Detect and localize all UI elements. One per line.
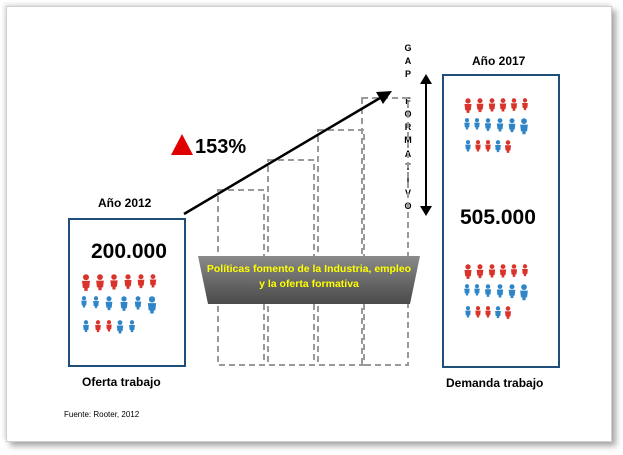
person-icon: [495, 140, 501, 152]
gap-letter: P: [404, 69, 411, 80]
person-icon: [477, 98, 484, 112]
gap-letter: T: [405, 161, 411, 172]
left-year-label: Año 2012: [98, 196, 152, 210]
person-icon: [497, 284, 503, 297]
gap-letter: G: [404, 43, 412, 53]
person-icon: [464, 284, 469, 295]
person-icon: [509, 118, 516, 132]
left-value: 200.000: [91, 240, 167, 263]
person-icon: [475, 140, 480, 151]
person-icon: [489, 98, 495, 111]
person-icon: [138, 274, 145, 288]
gap-letter: F: [405, 95, 411, 106]
person-icon: [148, 296, 156, 313]
person-icon: [505, 140, 511, 153]
person-icon: [106, 296, 113, 310]
person-icon: [124, 274, 131, 289]
person-icon: [500, 264, 506, 277]
person-icon: [150, 274, 156, 287]
person-icon: [81, 296, 86, 307]
up-triangle-icon: [170, 133, 194, 157]
person-icon: [485, 306, 490, 317]
gap-letter: I: [406, 175, 410, 186]
person-icon: [95, 320, 101, 332]
gap-letter: R: [404, 122, 412, 133]
person-icon: [489, 264, 495, 277]
policy-banner-line1: Políticas fomento de la Industria, empleo: [206, 263, 412, 275]
right-caption: Demanda trabajo: [446, 376, 544, 390]
left-caption: Oferta trabajo: [82, 375, 161, 389]
gap-letter: M: [404, 135, 412, 146]
gap-letter: O: [404, 109, 412, 120]
gap-letter: O: [404, 201, 412, 212]
source-note: Fuente: Rooter, 2012: [64, 410, 140, 419]
gap-letter: A: [404, 148, 412, 159]
person-icon: [477, 264, 484, 278]
person-icon: [464, 264, 471, 279]
person-icon: [93, 296, 99, 308]
person-icon: [475, 306, 480, 317]
person-icon: [110, 274, 117, 289]
person-icon: [511, 264, 517, 277]
left-people-icon: [78, 272, 178, 342]
person-icon: [522, 264, 528, 276]
person-icon: [509, 284, 516, 298]
person-icon: [464, 98, 471, 113]
person-icon: [465, 306, 470, 317]
right-people-icon-top: [460, 96, 550, 166]
person-icon: [474, 284, 479, 295]
person-icon: [82, 274, 90, 291]
person-icon: [83, 320, 89, 332]
person-icon: [120, 296, 127, 311]
person-icon: [522, 98, 528, 110]
person-icon: [106, 320, 111, 331]
gap-letter: V: [404, 188, 411, 199]
person-icon: [495, 306, 501, 318]
person-icon: [505, 306, 511, 319]
policy-banner: [196, 262, 422, 292]
right-year-label: Año 2017: [472, 54, 526, 68]
person-icon: [129, 320, 135, 332]
person-icon: [500, 98, 506, 111]
growth-percent: 153%: [195, 136, 247, 158]
right-value: 505.000: [460, 206, 536, 229]
gap-letter: A: [404, 56, 412, 67]
person-icon: [520, 118, 528, 134]
person-icon: [96, 274, 104, 290]
person-icon: [485, 140, 490, 151]
person-icon: [135, 296, 141, 309]
policy-banner-line2: y la oferta formativa: [259, 278, 359, 290]
person-icon: [465, 140, 470, 151]
person-icon: [485, 284, 491, 297]
person-icon: [497, 118, 503, 131]
person-icon: [511, 98, 517, 111]
person-icon: [520, 284, 528, 300]
person-icon: [474, 118, 479, 129]
person-icon: [485, 118, 491, 131]
right-people-icon-bottom: [460, 262, 550, 332]
person-icon: [464, 118, 469, 129]
person-icon: [117, 320, 123, 333]
